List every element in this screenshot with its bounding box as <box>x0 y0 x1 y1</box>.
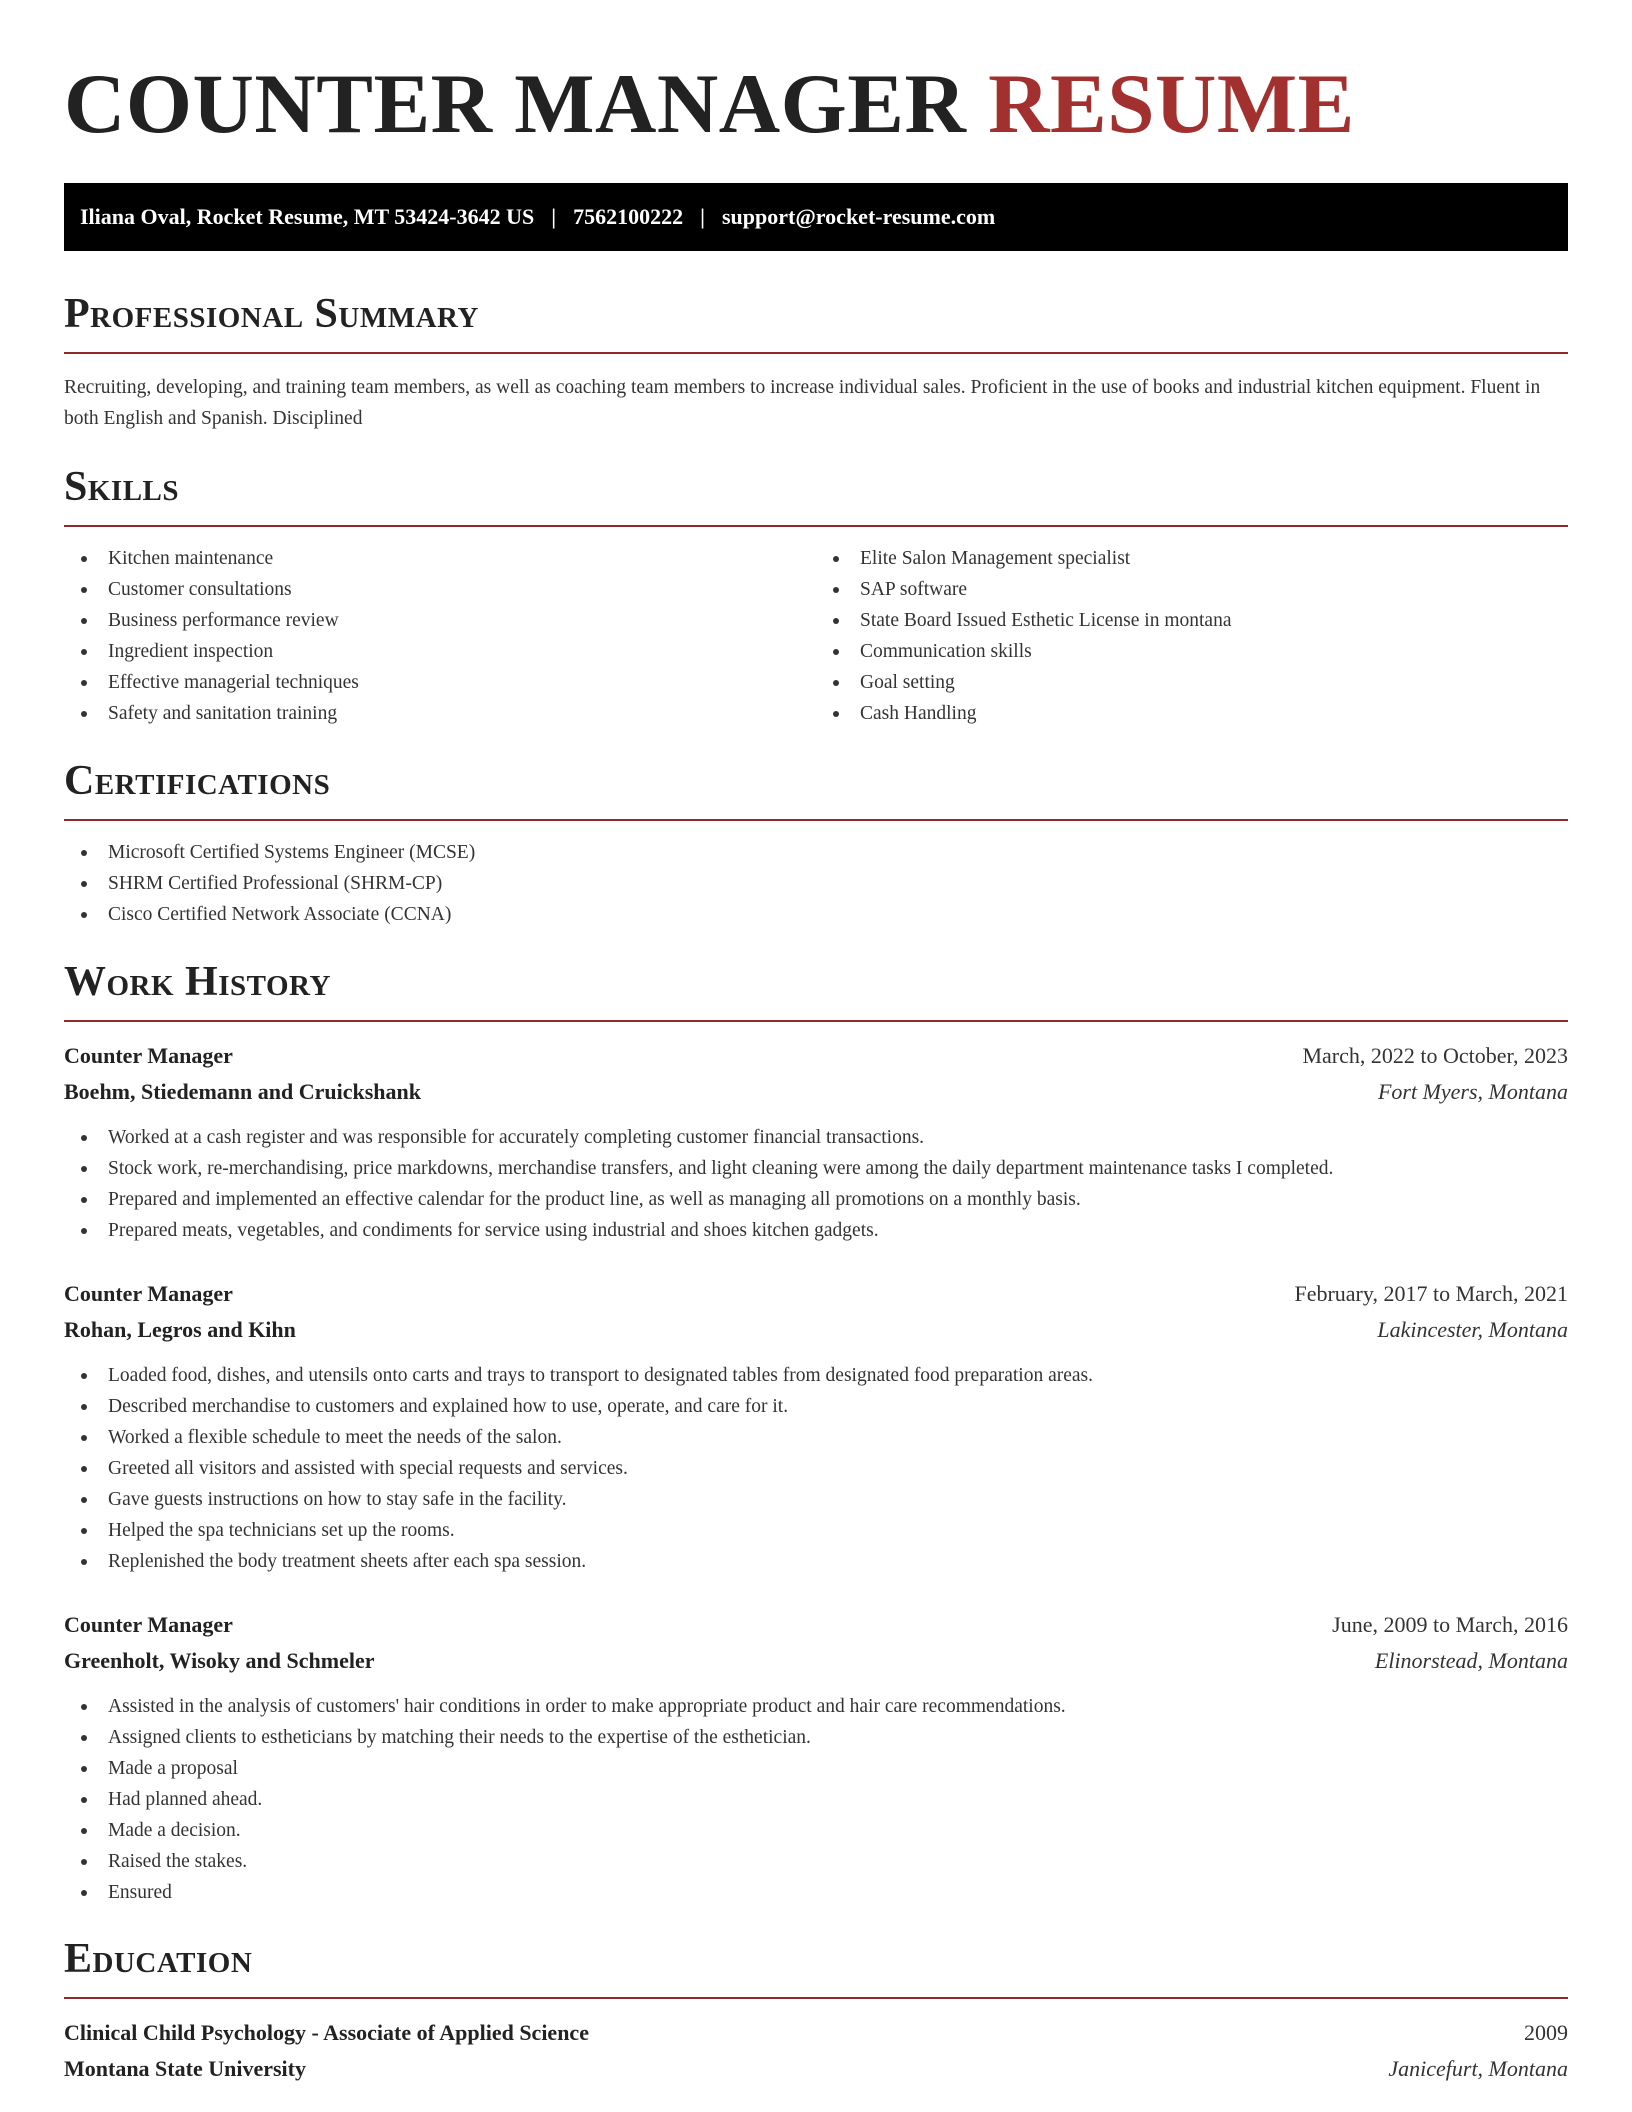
education-entry <box>64 2015 1568 2087</box>
job-header-row <box>64 1038 1568 1074</box>
skill-item: Cash Handling <box>816 698 1568 729</box>
job-bullet: Prepared and implemented an effective calendar for the product line, as well as managing all promotions on a monthly basis. <box>64 1184 1568 1215</box>
job-title: Counter Manager <box>64 1043 233 1068</box>
certifications-section <box>64 756 1568 930</box>
certification-item: SHRM Certified Professional (SHRM-CP) <box>64 868 1568 899</box>
job-company-row <box>64 1643 1568 1679</box>
title-accent: RESUME <box>988 57 1355 151</box>
job-bullets <box>64 1122 1568 1246</box>
job-bullet: Described merchandise to customers and explained how to use, operate, and care for it. <box>64 1391 1568 1422</box>
job-header-row <box>64 1607 1568 1643</box>
job-bullet: Gave guests instructions on how to stay safe in the facility. <box>64 1484 1568 1515</box>
summary-section <box>64 289 1568 434</box>
contact-address: Iliana Oval, Rocket Resume, MT 53424-3642 US <box>80 204 535 229</box>
contact-separator: | <box>551 204 557 229</box>
job-bullet: Assigned clients to estheticians by matching their needs to the expertise of the esthetician. <box>64 1722 1568 1753</box>
job-company: Greenholt, Wisoky and Schmeler <box>64 1648 375 1673</box>
skills-heading: Skills <box>64 464 180 510</box>
job-bullet: Had planned ahead. <box>64 1784 1568 1815</box>
job-company: Boehm, Stiedemann and Cruickshank <box>64 1079 421 1104</box>
summary-heading: Professional Summary <box>64 291 479 337</box>
skill-item: Kitchen maintenance <box>64 543 816 574</box>
skills-list-right <box>816 543 1568 729</box>
section-divider <box>64 1020 1568 1022</box>
job-bullet: Prepared meats, vegetables, and condiments for service using industrial and shoes kitchen gadgets. <box>64 1215 1568 1246</box>
skills-section <box>64 462 1568 729</box>
job-company: Rohan, Legros and Kihn <box>64 1317 296 1342</box>
skill-item: Safety and sanitation training <box>64 698 816 729</box>
job-entry <box>64 1607 1568 1908</box>
job-bullet: Helped the spa technicians set up the rooms. <box>64 1515 1568 1546</box>
job-bullets <box>64 1360 1568 1577</box>
job-header-row <box>64 1276 1568 1312</box>
contact-phone: 7562100222 <box>573 204 684 229</box>
title-main: COUNTER MANAGER <box>64 57 967 151</box>
contact-separator: | <box>700 204 705 229</box>
skill-item: Communication skills <box>816 636 1568 667</box>
job-bullet: Made a proposal <box>64 1753 1568 1784</box>
skill-item: State Board Issued Esthetic License in montana <box>816 605 1568 636</box>
skill-item: Elite Salon Management specialist <box>816 543 1568 574</box>
job-dates: March, 2022 to October, 2023 <box>1302 1043 1568 1068</box>
job-bullet: Loaded food, dishes, and utensils onto carts and trays to transport to designated tables from designated food preparation areas. <box>64 1360 1568 1391</box>
summary-text: Recruiting, developing, and training team members, as well as coaching team members to increase individual sales. Proficient in the use of books and industrial kitchen equipment. Fluent in both English and Spanish. Disciplined <box>64 377 1541 429</box>
job-bullet: Raised the stakes. <box>64 1846 1568 1877</box>
education-degree: Clinical Child Psychology - Associate of Applied Science <box>64 2020 589 2045</box>
job-location: Elinorstead, Montana <box>1374 1648 1568 1673</box>
section-divider <box>64 352 1568 354</box>
job-bullets <box>64 1691 1568 1908</box>
work-history-heading: Work History <box>64 959 331 1005</box>
skill-item: Customer consultations <box>64 574 816 605</box>
certification-item: Cisco Certified Network Associate (CCNA) <box>64 899 1568 930</box>
job-bullet: Ensured <box>64 1877 1568 1908</box>
job-title: Counter Manager <box>64 1612 233 1637</box>
skill-item: Effective managerial techniques <box>64 667 816 698</box>
skills-list-left <box>64 543 816 729</box>
job-company-row <box>64 1074 1568 1110</box>
certifications-list <box>64 837 1568 930</box>
job-dates: February, 2017 to March, 2021 <box>1294 1281 1568 1306</box>
job-bullet: Assisted in the analysis of customers' hair conditions in order to make appropriate product and hair care recommendations. <box>64 1691 1568 1722</box>
job-entry <box>64 1038 1568 1246</box>
skill-item: Ingredient inspection <box>64 636 816 667</box>
job-dates: June, 2009 to March, 2016 <box>1332 1612 1568 1637</box>
education-year: 2009 <box>1524 2020 1568 2045</box>
section-divider <box>64 1997 1568 1999</box>
education-section <box>64 1934 1568 2087</box>
skill-item: Business performance review <box>64 605 816 636</box>
section-divider <box>64 819 1568 821</box>
education-school-row <box>64 2051 1568 2087</box>
job-company-row <box>64 1312 1568 1348</box>
certification-item: Microsoft Certified Systems Engineer (MCSE) <box>64 837 1568 868</box>
education-school: Montana State University <box>64 2056 306 2081</box>
job-bullet: Worked at a cash register and was responsible for accurately completing customer financial transactions. <box>64 1122 1568 1153</box>
job-location: Lakincester, Montana <box>1377 1317 1568 1342</box>
job-entry <box>64 1276 1568 1577</box>
job-bullet: Greeted all visitors and assisted with special requests and services. <box>64 1453 1568 1484</box>
skill-item: SAP software <box>816 574 1568 605</box>
education-location: Janicefurt, Montana <box>1388 2056 1568 2081</box>
skill-item: Goal setting <box>816 667 1568 698</box>
education-heading: Education <box>64 1936 253 1982</box>
skills-columns <box>64 527 1568 729</box>
job-location: Fort Myers, Montana <box>1377 1079 1568 1104</box>
job-bullet: Replenished the body treatment sheets after each spa session. <box>64 1546 1568 1577</box>
contact-email: support@rocket-resume.com <box>721 204 996 229</box>
job-title: Counter Manager <box>64 1281 233 1306</box>
job-bullet: Worked a flexible schedule to meet the needs of the salon. <box>64 1422 1568 1453</box>
resume-title <box>64 0 1568 150</box>
job-bullet: Made a decision. <box>64 1815 1568 1846</box>
education-degree-row <box>64 2015 1568 2051</box>
certifications-heading: Certifications <box>64 758 331 804</box>
job-bullet: Stock work, re-merchandising, price markdowns, merchandise transfers, and light cleaning were among the daily department maintenance tasks I completed. <box>64 1153 1568 1184</box>
work-history-section <box>64 957 1568 1908</box>
contact-bar <box>64 183 1568 251</box>
